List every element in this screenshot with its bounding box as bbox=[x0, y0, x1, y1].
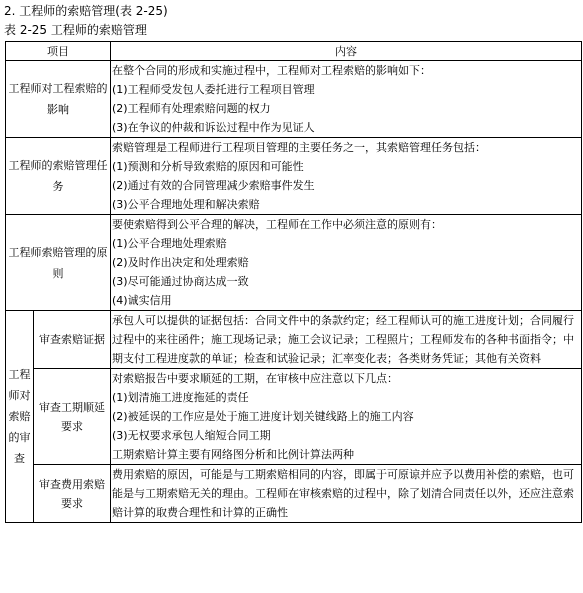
subrow-content bbox=[111, 369, 582, 465]
subrow-content bbox=[111, 311, 582, 369]
subrow-content bbox=[111, 465, 582, 523]
content-line: (1)划清施工进度拖延的责任 bbox=[112, 391, 249, 404]
content-line: (3)在争议的仲裁和诉讼过程中作为见证人 bbox=[112, 121, 315, 134]
row-content bbox=[111, 138, 582, 215]
row-content bbox=[111, 215, 582, 311]
content-line: (3)无权要求承包人缩短合同工期 bbox=[112, 429, 271, 442]
table-row bbox=[6, 61, 582, 138]
content-line: (2)工程师有处理索赔问题的权力 bbox=[112, 102, 271, 115]
review-group-label: 工程师对索赔的审查 bbox=[6, 311, 34, 523]
content-line: (3)尽可能通过协商达成一致 bbox=[112, 275, 249, 288]
subrow-item: 审查工期顺延要求 bbox=[34, 369, 111, 465]
content-line: 要使索赔得到公平合理的解决，工程师在工作中必须注意的原则有： bbox=[112, 218, 442, 231]
row-item: 工程师对工程索赔的影响 bbox=[6, 61, 111, 138]
table-row bbox=[6, 311, 582, 369]
row-item: 工程师索赔管理的原则 bbox=[6, 215, 111, 311]
content-line: (4)诚实信用 bbox=[112, 294, 172, 307]
content-line: (2)通过有效的合同管理减少索赔事件发生 bbox=[112, 179, 315, 192]
row-content bbox=[111, 61, 582, 138]
content-line: (2)被延误的工作应是处于施工进度计划关键线路上的施工内容 bbox=[112, 410, 414, 423]
row-item: 工程师的索赔管理任务 bbox=[6, 138, 111, 215]
content-line: 对索赔报告中要求顺延的工期，在审核中应注意以下几点： bbox=[112, 372, 398, 385]
claim-management-table bbox=[5, 41, 582, 523]
section-heading: 2. 工程师的索赔管理(表 2-25) bbox=[4, 4, 168, 18]
table-row bbox=[6, 138, 582, 215]
table-row bbox=[6, 369, 582, 465]
subrow-item: 审查索赔证据 bbox=[34, 311, 111, 369]
content-line: (2)及时作出决定和处理索赔 bbox=[112, 256, 249, 269]
table-row bbox=[6, 215, 582, 311]
content-line: (1)工程师受发包人委托进行工程项目管理 bbox=[112, 83, 315, 96]
table-caption: 表 2-25 工程师的索赔管理 bbox=[4, 23, 147, 37]
subrow-item: 审查费用索赔要求 bbox=[34, 465, 111, 523]
content-line: 索赔管理是工程师进行工程项目管理的主要任务之一，其索赔管理任务包括： bbox=[112, 141, 486, 154]
column-header-content: 内容 bbox=[111, 42, 582, 61]
table-header-row bbox=[6, 42, 582, 61]
content-line: 费用索赔的原因，可能是与工期索赔相同的内容，即属于可原谅并应予以费用补偿的索赔，也可能是与工期索赔无关的理由。工程师在审核索赔的过程中，除了划清合同责任以外，还应注意索赔计算的取费合理性和计算的正确性 bbox=[112, 468, 574, 519]
content-line: 承包人可以提供的证据包括：合同文件中的条款约定；经工程师认可的施工进度计划；合同履行过程中的来往函件；施工现场记录；施工会议记录；工程照片；工程师发布的各种书面指令；中期支付工程进度款的单证；检查和试验记录；汇率变化表；各类财务凭证；其他有关资料 bbox=[112, 314, 574, 365]
content-line: (3)公平合理地处理和解决索赔 bbox=[112, 198, 260, 211]
content-line: (1)预测和分析导致索赔的原因和可能性 bbox=[112, 160, 304, 173]
column-header-item: 项目 bbox=[6, 42, 111, 61]
content-line: 工期索赔计算主要有网络图分析和比例计算法两种 bbox=[112, 448, 354, 461]
content-line: (1)公平合理地处理索赔 bbox=[112, 237, 227, 250]
table-row bbox=[6, 465, 582, 523]
content-line: 在整个合同的形成和实施过程中，工程师对工程索赔的影响如下： bbox=[112, 64, 431, 77]
